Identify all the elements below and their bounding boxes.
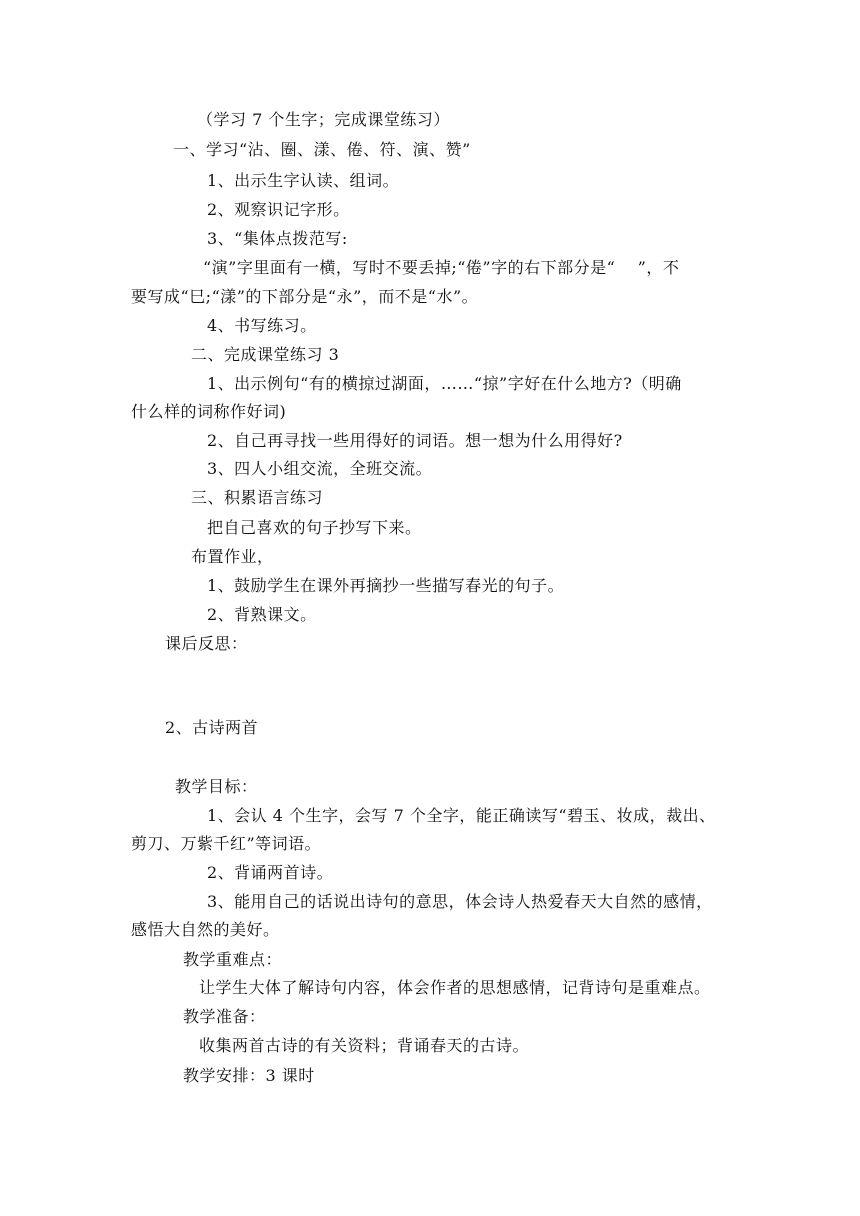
- section-heading: 教学准备：: [183, 1007, 266, 1026]
- text-line: 2、背诵两首诗。: [207, 863, 334, 882]
- text-line: 让学生大体了解诗句内容，体会作者的思想感情，记背诗句是重难点。: [199, 978, 711, 997]
- section-heading: 二、完成课堂练习 3: [191, 345, 340, 364]
- section-heading: 三、积累语言练习: [191, 488, 324, 507]
- text-line: 收集两首古诗的有关资料；背诵春天的古诗。: [199, 1036, 530, 1055]
- text-line: 1、会认 4 个生字，会写 7 个全字，能正确读写“碧玉、妆成，裁出、: [207, 806, 716, 825]
- section-heading: 教学安排：3 课时: [183, 1066, 315, 1085]
- text-line: 1、鼓励学生在课外再摘抄一些描写春光的句子。: [207, 576, 565, 595]
- text-line: 感悟大自然的美好。: [131, 920, 280, 939]
- text-line: （学习 7 个生字；完成课堂练习）: [197, 110, 450, 129]
- text-line: 2、观察识记字形。: [207, 200, 350, 219]
- lesson-title: 2、古诗两首: [165, 718, 259, 737]
- text-line: 4、书写练习。: [207, 316, 317, 335]
- text-line: 剪刀、万紫千红”等词语。: [131, 834, 322, 853]
- text-line: 布置作业，: [191, 547, 274, 566]
- text-line: 3、“集体点拨范写:: [207, 229, 348, 248]
- text-line: 要写成“巳;“漾”的下部分是“永”，而不是“水”。: [131, 287, 479, 306]
- text-line: 2、背熟课文。: [207, 605, 317, 624]
- section-heading: 一、学习“沾、圈、漾、倦、符、演、赞”: [173, 140, 471, 159]
- text-line: 1、出示例句“有的横掠过湖面，……“掠”字好在什么地方?（明确: [207, 374, 682, 393]
- section-heading: 教学重难点：: [183, 950, 283, 969]
- section-heading: 教学目标：: [175, 777, 258, 796]
- text-line: 什么样的词称作好词): [131, 402, 287, 421]
- text-line: 1、出示生字认读、组词。: [207, 171, 400, 190]
- text-line: 2、自己再寻找一些用得好的词语。想一想为什么用得好?: [207, 431, 623, 450]
- text-line: 3、四人小组交流，全班交流。: [207, 459, 433, 478]
- text-line: 3、能用自己的话说出诗句的意思，体会诗人热爱春天大自然的感情，: [207, 892, 713, 911]
- text-line: 课后反思：: [165, 634, 248, 653]
- text-line: 把自己喜欢的句子抄写下来。: [207, 518, 422, 537]
- text-line: “演”字里面有一横，写时不要丢掉;“倦”字的右下部分是“ ”，不: [203, 258, 680, 277]
